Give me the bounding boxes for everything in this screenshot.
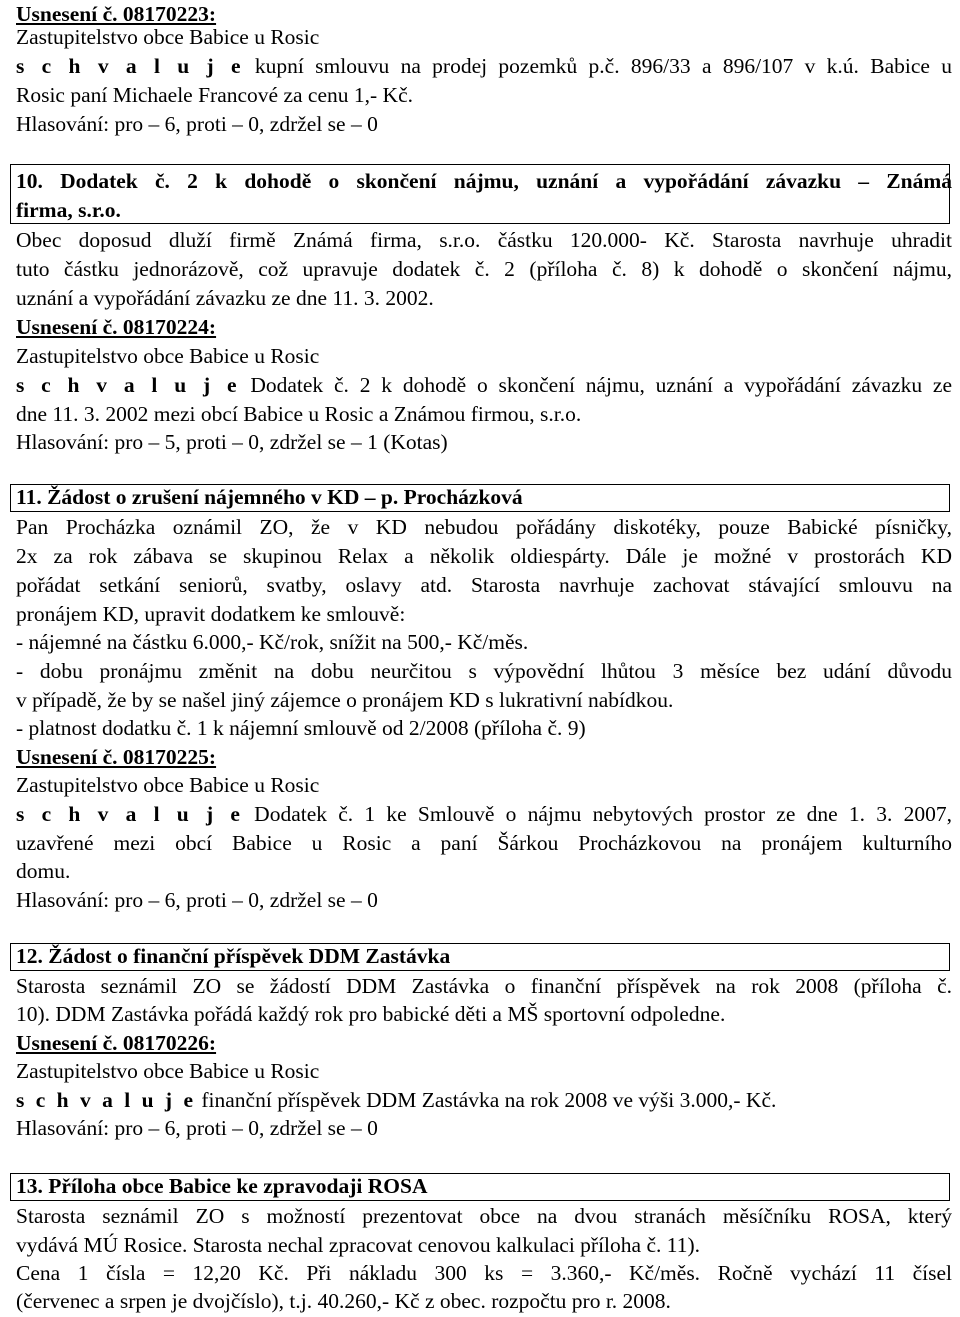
approval-line xyxy=(16,371,952,400)
approval-text-continued: Rosic paní Michaele Francové za cenu 1,- Kč. xyxy=(16,83,413,107)
approval-text-continued: dne 11. 3. 2002 mezi obcí Babice u Rosic a Známou firmou, s.r.o. xyxy=(16,402,582,426)
council-name: Zastupitelstvo obce Babice u Rosic xyxy=(16,25,320,49)
section-10-heading-continued: firma, s.r.o. xyxy=(16,198,121,222)
paragraph-line: pronájem KD, upravit dodatkem ke smlouvě: xyxy=(16,602,406,626)
paragraph-line: Cena 1 čísla = 12,20 Kč. Při nákladu 300 ks = 3.360,- Kč/měs. Ročně vychází 11 čísel xyxy=(16,1261,952,1285)
resolution-number: Usnesení č. 08170223: xyxy=(16,2,217,26)
paragraph-line: Starosta seznámil ZO s možností prezentovat obce na dvou stranách měsíčníku ROSA, který xyxy=(16,1204,952,1228)
paragraph-line: tuto částku jednorázově, což upravuje dodatek č. 2 (příloha č. 8) k dohodě o skončení nájmu, xyxy=(16,257,952,281)
paragraph-line: pořádat setkání seniorů, svatby, oslavy atd. Starosta navrhuje zachovat stávající smlouvu na xyxy=(16,573,952,597)
approval-line xyxy=(16,52,952,81)
list-item: - nájemné na částku 6.000,- Kč/rok, snížit na 500,- Kč/měs. xyxy=(16,630,529,654)
approval-line xyxy=(16,1086,952,1115)
approval-text: Dodatek č. 2 k dohodě o skončení nájmu, uznání a vypořádání závazku ze xyxy=(250,373,953,397)
resolution-number: Usnesení č. 08170226: xyxy=(16,1031,217,1055)
section-11-heading: 11. Žádost o zrušení nájemného v KD – p. Procházková xyxy=(16,485,523,509)
approval-line xyxy=(16,800,952,829)
approval-text: finanční příspěvek DDM Zastávka na rok 2008 ve výši 3.000,- Kč. xyxy=(201,1088,777,1112)
section-10-heading: 10. Dodatek č. 2 k dohodě o skončení nájmu, uznání a vypořádání závazku – Známá xyxy=(16,169,952,193)
paragraph-line: Obec doposud dluží firmě Známá firma, s.r.o. částku 120.000- Kč. Starosta navrhuje uhradit xyxy=(16,228,952,252)
vote-result: Hlasování: pro – 6, proti – 0, zdržel se – 0 xyxy=(16,888,378,912)
list-item: - platnost dodatku č. 1 k nájemní smlouvě od 2/2008 (příloha č. 9) xyxy=(16,716,586,740)
paragraph-line: Starosta seznámil ZO se žádostí DDM Zastávka o finanční příspěvek na rok 2008 (příloha č. xyxy=(16,974,952,998)
approves-keyword: s c h v a l u j e xyxy=(16,373,240,397)
council-name: Zastupitelstvo obce Babice u Rosic xyxy=(16,773,320,797)
approval-text-continued: uzavřené mezi obcí Babice u Rosic a paní Šárkou Procházkovou na pronájem kulturního xyxy=(16,831,952,855)
council-name: Zastupitelstvo obce Babice u Rosic xyxy=(16,344,320,368)
resolution-number: Usnesení č. 08170224: xyxy=(16,315,217,339)
approval-text: kupní smlouvu na prodej pozemků p.č. 896/33 a 896/107 v k.ú. Babice u xyxy=(254,54,953,78)
section-13-heading: 13. Příloha obce Babice ke zpravodaji ROSA xyxy=(16,1174,428,1198)
paragraph-line: Pan Procházka oznámil ZO, že v KD nebudou pořádány diskotéky, pouze Babické písničky, xyxy=(16,515,952,539)
vote-result: Hlasování: pro – 6, proti – 0, zdržel se – 0 xyxy=(16,112,378,136)
list-item-continued: v případě, že by se našel jiný zájemce o pronájem KD s lukrativní nabídkou. xyxy=(16,688,674,712)
resolution-number: Usnesení č. 08170225: xyxy=(16,745,217,769)
council-name: Zastupitelstvo obce Babice u Rosic xyxy=(16,1059,320,1083)
vote-result: Hlasování: pro – 5, proti – 0, zdržel se – 1 (Kotas) xyxy=(16,430,448,454)
vote-result: Hlasování: pro – 6, proti – 0, zdržel se – 0 xyxy=(16,1116,378,1140)
paragraph-line: 10). DDM Zastávka pořádá každý rok pro babické děti a MŠ sportovní odpoledne. xyxy=(16,1002,726,1026)
paragraph-line: uznání a vypořádání závazku ze dne 11. 3. 2002. xyxy=(16,286,434,310)
section-12-heading: 12. Žádost o finanční příspěvek DDM Zastávka xyxy=(16,944,451,968)
approves-keyword: s c h v a l u j e xyxy=(16,1088,196,1112)
paragraph-line: 2x za rok zábava se skupinou Relax a několik oldiespárty. Dále je možné v prostorách KD xyxy=(16,544,952,568)
paragraph-line: vydává MÚ Rosice. Starosta nechal zpracovat cenovou kalkulaci příloha č. 11). xyxy=(16,1233,700,1257)
list-item: - dobu pronájmu změnit na dobu neurčitou s výpovědní lhůtou 3 měsíce bez udání důvodu xyxy=(16,659,952,683)
approves-keyword: s c h v a l u j e xyxy=(16,54,244,78)
paragraph-line: (červenec a srpen je dvojčíslo), t.j. 40.260,- Kč z obec. rozpočtu pro r. 2008. xyxy=(16,1289,671,1313)
approval-text-continued: domu. xyxy=(16,859,71,883)
approval-text: Dodatek č. 1 ke Smlouvě o nájmu nebytových prostor ze dne 1. 3. 2007, xyxy=(254,802,952,826)
approves-keyword: s c h v a l u j e xyxy=(16,802,243,826)
